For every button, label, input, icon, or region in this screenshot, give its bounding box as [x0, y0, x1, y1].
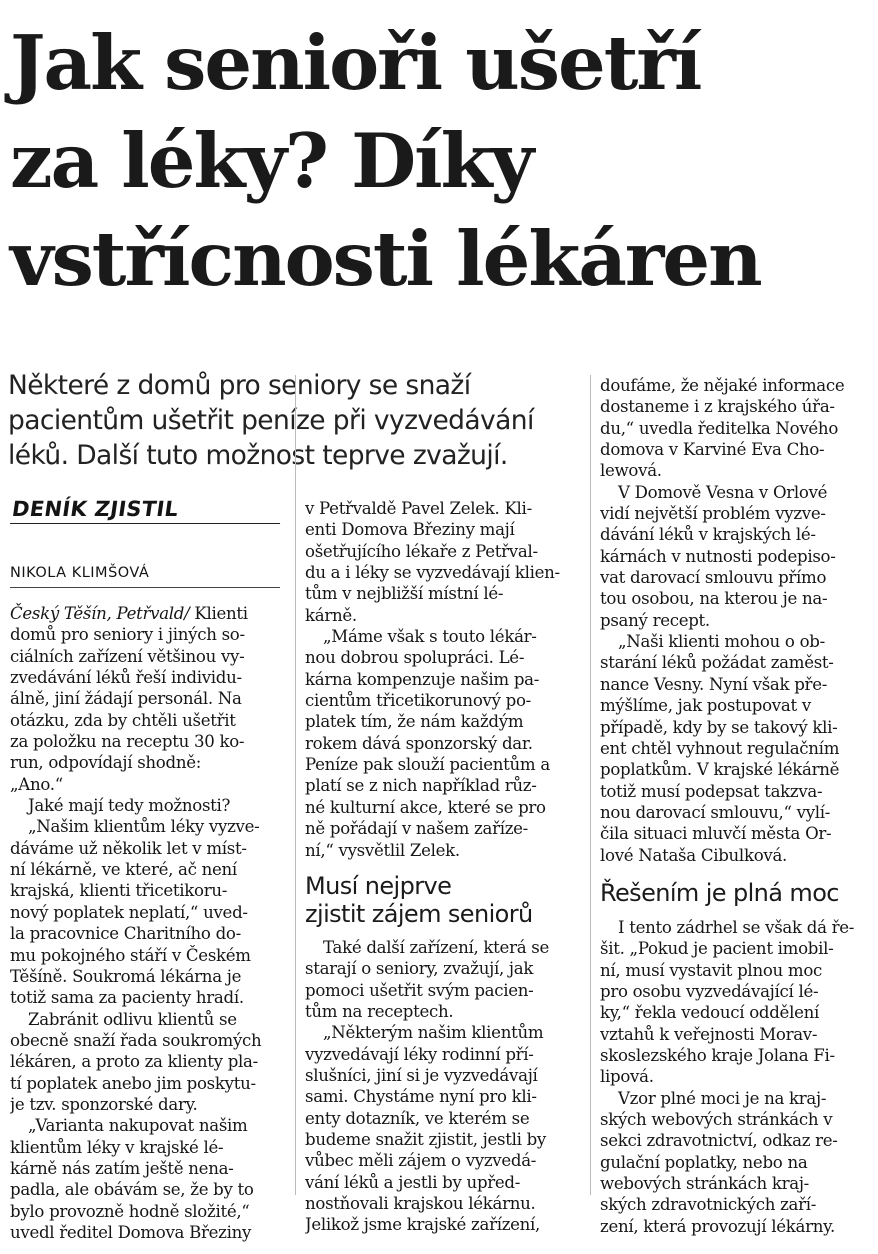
text-line: totiž musí podepsat takzva-: [600, 781, 823, 801]
text-line: lewová.: [600, 461, 662, 481]
text-line: Jaké mají tedy možnosti?: [28, 796, 231, 816]
text-line: „Našim klientům léky vyzve-: [28, 817, 260, 837]
lead-line: Některé z domů pro seniory se snaží: [8, 370, 471, 401]
text-line: tům na receptech.: [305, 1001, 454, 1021]
text-line: pro osobu vyzvedávající lé-: [600, 981, 819, 1001]
text-line: ent chtěl vyhnout regulačním: [600, 738, 840, 758]
text-line: „Ano.“: [10, 774, 63, 794]
text-line: vůbec měli zájem o vyzvedá-: [305, 1151, 537, 1171]
text-line: budeme snažit zjistit, jestli by: [305, 1129, 547, 1149]
text-line: krajská, klienti třicetikoru-: [10, 881, 228, 901]
text-line: Zabránit odlivu klientů se: [28, 1009, 237, 1029]
text-line: rokem dává sponzorský dar.: [305, 733, 533, 753]
text-line: otázku, zda by chtěli ušetřit: [10, 710, 236, 730]
article-headline: [10, 14, 876, 308]
text-line: ní, musí vystavit plnou moc: [600, 960, 823, 980]
text-line: slušníci, jiní si je vyzvedávají: [305, 1065, 538, 1085]
author-byline: NIKOLA KLIMŠOVÁ: [10, 565, 280, 588]
text-line: padla, ale obávám se, že by to: [10, 1180, 254, 1200]
text-line: lové Nataša Cibulková.: [600, 845, 788, 865]
text-line: ciálních zařízení většinou vy-: [10, 646, 245, 666]
text-line: gulační poplatky, nebo na: [600, 1152, 808, 1172]
text-line: dostaneme i z krajského úřa-: [600, 397, 835, 417]
text-column-2: [305, 498, 575, 1236]
text-line: álně, jiní žádají personál. Na: [10, 689, 242, 709]
text-line: tům v nejbližší místní lé-: [305, 584, 504, 604]
text-line: vyzvedávají léky rodinní pří-: [305, 1044, 534, 1064]
text-line: lipová.: [600, 1067, 654, 1087]
text-line: platí se z nich například růz-: [305, 776, 537, 796]
text-line: mu pokojného stáří v Českém: [10, 945, 251, 965]
text-line: I tento zádrhel se však dá ře-: [618, 917, 855, 937]
text-line: sami. Chystáme nyní pro kli-: [305, 1087, 537, 1107]
text-line: kárně nás zatím ještě nena-: [10, 1158, 234, 1178]
text-line: „Máme však s touto lékár-: [323, 627, 537, 647]
text-line: vidí největší problém vyzve-: [600, 504, 826, 524]
subheading: [305, 872, 575, 928]
text-line: V Domově Vesna v Orlové: [618, 482, 828, 502]
subheading-line: Musí nejprve: [305, 871, 452, 900]
text-line: vztahů k veřejnosti Morav-: [600, 1024, 818, 1044]
text-line: případě, kdy by se takový kli-: [600, 717, 838, 737]
text-line: totiž sama za pacienty hradí.: [10, 988, 244, 1008]
text-line: ošetřujícího lékaře z Petřval-: [305, 541, 538, 561]
text-line: enti Domova Březiny mají: [305, 520, 515, 540]
column-divider: [590, 375, 591, 1195]
section-rubric: DENÍK ZJISTIL: [10, 497, 284, 524]
headline-line: vstřícnosti lékáren: [10, 215, 761, 303]
text-line: dávání léků v krajských lé-: [600, 525, 816, 545]
text-line: obecně snaží řada soukromých: [10, 1030, 262, 1050]
text-line: vání léků a jestli by upřed-: [305, 1172, 521, 1192]
text-line: čila situaci mluvčí města Or-: [600, 824, 832, 844]
subheading: [600, 879, 872, 907]
text-line: skoslezského kraje Jolana Fi-: [600, 1045, 835, 1065]
text-line: za položku na receptu 30 ko-: [10, 732, 245, 752]
text-line: Vzor plné moci je na kraj-: [618, 1088, 827, 1108]
text-line: uvedl ředitel Domova Březiny: [10, 1222, 252, 1242]
text-line: Jelikož jsme krajské zařízení,: [305, 1215, 541, 1235]
text-line: psaný recept.: [600, 610, 710, 630]
text-line: doufáme, že nějaké informace: [600, 376, 845, 395]
text-line: nový poplatek neplatí,“ uved-: [10, 902, 248, 922]
text-line: domova v Karviné Eva Cho-: [600, 440, 825, 460]
headline-line: Jak senioři ušetří: [10, 19, 701, 107]
text-line: Peníze pak slouží pacientům a: [305, 755, 550, 775]
text-line: ky,“ řekla vedoucí oddělení: [600, 1003, 819, 1023]
text-line: poplatkům. V krajské lékárně: [600, 760, 840, 780]
text-line: kárně.: [305, 605, 357, 625]
text-line: kárna kompenzuje našim pa-: [305, 669, 540, 689]
text-line: tí poplatek anebo jim poskytu-: [10, 1073, 256, 1093]
text-line: klientům léky v krajské lé-: [10, 1137, 224, 1157]
text-line: kárnách v nutnosti podepiso-: [600, 546, 836, 566]
dateline-place: Český Těšín, Petřvald/: [10, 604, 190, 623]
text-line: „Některým našim klientům: [323, 1023, 544, 1043]
lead-line: léků. Další tuto možnost teprve zvažují.: [8, 440, 508, 471]
text-line: ní lékárně, ve které, ač není: [10, 860, 237, 880]
text-line: v Petřvaldě Pavel Zelek. Kli-: [305, 499, 532, 518]
text-line: starání léků požádat zaměst-: [600, 653, 834, 673]
text-line: du,“ uvedla ředitelka Nového: [600, 418, 839, 438]
text-line: du a i léky se vyzvedávají klien-: [305, 563, 560, 583]
text-line: sekci zdravotnictví, odkaz re-: [600, 1131, 838, 1151]
text-line: né kulturní akce, které se pro: [305, 797, 546, 817]
lead-line: pacientům ušetřit peníze při vyzvedávání: [8, 405, 534, 436]
text-line: nostňovali krajskou lékárnu.: [305, 1193, 536, 1213]
text-line: „Naši klienti mohou o ob-: [618, 632, 825, 652]
text-line: cientům třicetikorunový po-: [305, 691, 531, 711]
text-line: „Varianta nakupovat našim: [28, 1116, 248, 1136]
text-line: domů pro seniory i jiných so-: [10, 625, 245, 645]
subheading-line: zjistit zájem seniorů: [305, 899, 533, 928]
text-line: starají o seniory, zvažují, jak: [305, 959, 534, 979]
text-line: vat darovací smlouvu přímo: [600, 568, 827, 588]
text-line: dáváme už několik let v míst-: [10, 838, 247, 858]
text-line: je tzv. sponzorské dary.: [10, 1094, 198, 1114]
text-line: tou osobou, na kterou je na-: [600, 589, 828, 609]
text-line: Těšíně. Soukromá lékárna je: [10, 966, 242, 986]
column-divider: [295, 375, 296, 1195]
subheading-line: Řešením je plná moc: [600, 878, 839, 907]
text-line: bylo provozně hodně složité,“: [10, 1201, 250, 1221]
text-line: pomoci ušetřit svým pacien-: [305, 980, 534, 1000]
text-line: ně pořádají v našem zaříze-: [305, 819, 528, 839]
text-line: webových stránkách kraj-: [600, 1174, 809, 1194]
text-line: enty dotazník, ve kterém se: [305, 1108, 530, 1128]
text-line: nou dobrou spolupráci. Lé-: [305, 648, 525, 668]
text-line: zení, která provozují lékárny.: [600, 1216, 835, 1236]
text-line: ských zdravotnických zaří-: [600, 1195, 817, 1215]
text-line: lékáren, a proto za klienty pla-: [10, 1052, 258, 1072]
text-fragment: Klienti: [189, 604, 248, 623]
text-line: run, odpovídají shodně:: [10, 753, 202, 773]
text-line: Také další zařízení, která se: [323, 937, 550, 957]
text-line: ní,“ vysvětlil Zelek.: [305, 840, 460, 860]
text-column-3: [600, 375, 872, 1237]
headline-line: za léky? Díky: [10, 117, 533, 205]
text-line: ských webových stránkách v: [600, 1110, 833, 1129]
text-line: [10, 603, 282, 624]
text-line: platek tím, že nám každým: [305, 712, 524, 732]
text-line: mýšlíme, jak postupovat v: [600, 696, 811, 716]
text-line: nou darovací smlouvu,“ vylí-: [600, 802, 831, 822]
text-line: la pracovnice Charitního do-: [10, 924, 241, 944]
text-line: zvedávání léků řeší individu-: [10, 668, 242, 688]
text-column-1: [10, 603, 282, 1243]
text-line: nance Vesny. Nyní však pře-: [600, 674, 828, 694]
text-line: šit. „Pokud je pacient imobil-: [600, 939, 834, 959]
